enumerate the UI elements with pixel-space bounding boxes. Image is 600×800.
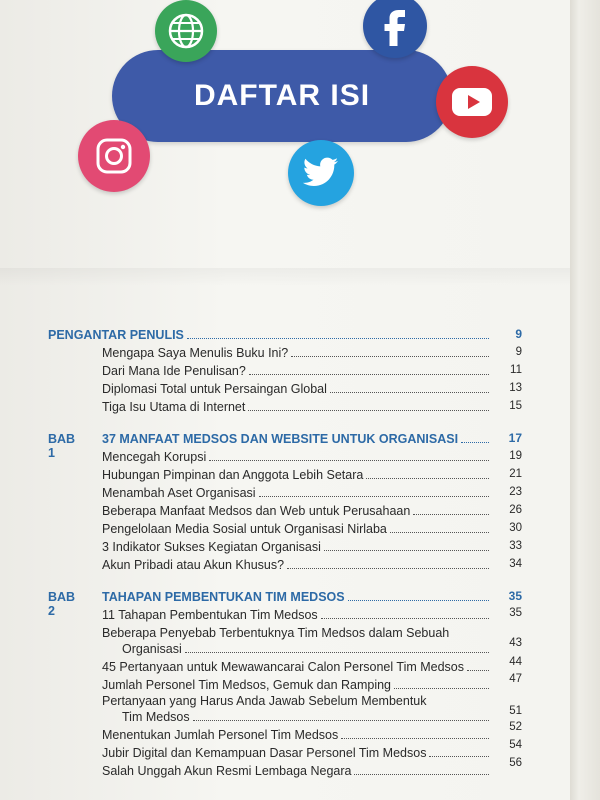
toc-entry[interactable] <box>102 504 492 518</box>
chapter-label: BAB 1 <box>48 432 76 460</box>
entry-title: Mencegah Korupsi <box>102 450 207 464</box>
page-fold-shadow <box>0 268 570 286</box>
page-number: 15 <box>509 400 522 412</box>
page-number: 52 <box>509 721 522 733</box>
entry-title: Menambah Aset Organisasi <box>102 486 256 500</box>
page-number: 33 <box>509 540 522 552</box>
page-edge <box>570 0 600 800</box>
page-number: 9 <box>515 346 522 358</box>
dot-leader <box>209 460 489 461</box>
chapter-label: BAB 2 <box>48 590 76 618</box>
entry-title-line1[interactable]: Pertanyaan yang Harus Anda Jawab Sebelum Membentuk <box>102 694 427 708</box>
page-number: 35 <box>508 589 522 603</box>
dot-leader <box>390 532 489 533</box>
dot-leader <box>249 374 489 375</box>
dot-leader <box>321 618 489 619</box>
toc-entry[interactable] <box>102 608 492 622</box>
instagram-icon <box>78 120 150 192</box>
dot-leader <box>394 688 489 689</box>
entry-title: Beberapa Manfaat Medsos dan Web untuk Perusahaan <box>102 504 411 518</box>
entry-title: 11 Tahapan Pembentukan Tim Medsos <box>102 608 318 622</box>
page-number: 21 <box>509 468 522 480</box>
chapter-title: 37 MANFAAT MEDSOS DAN WEBSITE UNTUK ORGANISASI <box>102 432 459 446</box>
chapter-title: TAHAPAN PEMBENTUKAN TIM MEDSOS <box>102 590 345 604</box>
toc-entry[interactable] <box>102 678 492 692</box>
page-number: 34 <box>509 558 522 570</box>
page-number: 35 <box>509 607 522 619</box>
entry-title-line2: Organisasi <box>122 642 182 656</box>
toc-entry[interactable] <box>102 558 492 572</box>
page-number: 26 <box>509 504 522 516</box>
toc-entry[interactable] <box>102 746 492 760</box>
globe-icon <box>155 0 217 62</box>
page-number: 30 <box>509 522 522 534</box>
entry-title: 45 Pertanyaan untuk Mewawancarai Calon Personel Tim Medsos <box>102 660 464 674</box>
dot-leader <box>467 670 489 671</box>
page-number: 44 <box>509 656 522 668</box>
title-banner <box>112 50 452 142</box>
dot-leader <box>341 738 489 739</box>
dot-leader <box>248 410 489 411</box>
toc-chapter-1[interactable] <box>102 432 492 446</box>
dot-leader <box>185 652 489 653</box>
toc-entry[interactable] <box>102 400 492 414</box>
toc-entry[interactable] <box>102 382 492 396</box>
dot-leader <box>348 600 489 601</box>
page-number: 17 <box>508 431 522 445</box>
dot-leader <box>461 442 489 443</box>
twitter-icon <box>288 140 354 206</box>
page-number: 51 <box>509 705 522 717</box>
toc-entry[interactable] <box>102 346 492 360</box>
page-number: 9 <box>515 327 522 341</box>
entry-title: Dari Mana Ide Penulisan? <box>102 364 246 378</box>
page-number: 56 <box>509 757 522 769</box>
toc-entry[interactable] <box>102 468 492 482</box>
entry-title-line2: Tim Medsos <box>122 710 190 724</box>
entry-title: Tiga Isu Utama di Internet <box>102 400 246 414</box>
entry-title: Pengelolaan Media Sosial untuk Organisasi Nirlaba <box>102 522 387 536</box>
toc-entry[interactable] <box>102 660 492 674</box>
entry-title: Hubungan Pimpinan dan Anggota Lebih Setara <box>102 468 364 482</box>
dot-leader <box>193 720 489 721</box>
dot-leader <box>324 550 489 551</box>
entry-title-line1[interactable]: Beberapa Penyebab Terbentuknya Tim Medsos dalam Sebuah <box>102 626 450 640</box>
page-number: 43 <box>509 637 522 649</box>
toc-chapter-2[interactable] <box>102 590 492 604</box>
entry-title: Menentukan Jumlah Personel Tim Medsos <box>102 728 339 742</box>
toc-section-pengantar[interactable] <box>48 328 492 342</box>
dot-leader <box>330 392 489 393</box>
dot-leader <box>429 756 489 757</box>
page-number: 47 <box>509 673 522 685</box>
entry-title: 3 Indikator Sukses Kegiatan Organisasi <box>102 540 321 554</box>
dot-leader <box>413 514 489 515</box>
dot-leader <box>259 496 489 497</box>
toc-entry-wrapped[interactable] <box>122 710 492 724</box>
page-number: 11 <box>510 364 522 376</box>
entry-title: Mengapa Saya Menulis Buku Ini? <box>102 346 289 360</box>
dot-leader <box>366 478 489 479</box>
dot-leader <box>287 568 489 569</box>
section-title: PENGANTAR PENULIS <box>48 328 184 342</box>
entry-title: Akun Pribadi atau Akun Khusus? <box>102 558 285 572</box>
page-number: 19 <box>509 450 522 462</box>
page-number: 23 <box>509 486 522 498</box>
toc-entry-wrapped[interactable] <box>122 642 492 656</box>
toc-entry[interactable] <box>102 486 492 500</box>
youtube-icon <box>436 66 508 138</box>
page-number: 13 <box>509 382 522 394</box>
toc-entry[interactable] <box>102 450 492 464</box>
toc-entry[interactable] <box>102 522 492 536</box>
page-number: 54 <box>509 739 522 751</box>
entry-title: Salah Unggah Akun Resmi Lembaga Negara <box>102 764 352 778</box>
toc-entry[interactable] <box>102 728 492 742</box>
entry-title: Jumlah Personel Tim Medsos, Gemuk dan Ramping <box>102 678 392 692</box>
toc-entry[interactable] <box>102 364 492 378</box>
toc-entry[interactable] <box>102 764 492 778</box>
page-title: DAFTAR ISI <box>193 79 371 112</box>
dot-leader <box>354 774 489 775</box>
toc-entry[interactable] <box>102 540 492 554</box>
dot-leader <box>291 356 489 357</box>
entry-title: Diplomasi Total untuk Persaingan Global <box>102 382 327 396</box>
dot-leader <box>187 338 489 339</box>
entry-title: Jubir Digital dan Kemampuan Dasar Personel Tim Medsos <box>102 746 427 760</box>
